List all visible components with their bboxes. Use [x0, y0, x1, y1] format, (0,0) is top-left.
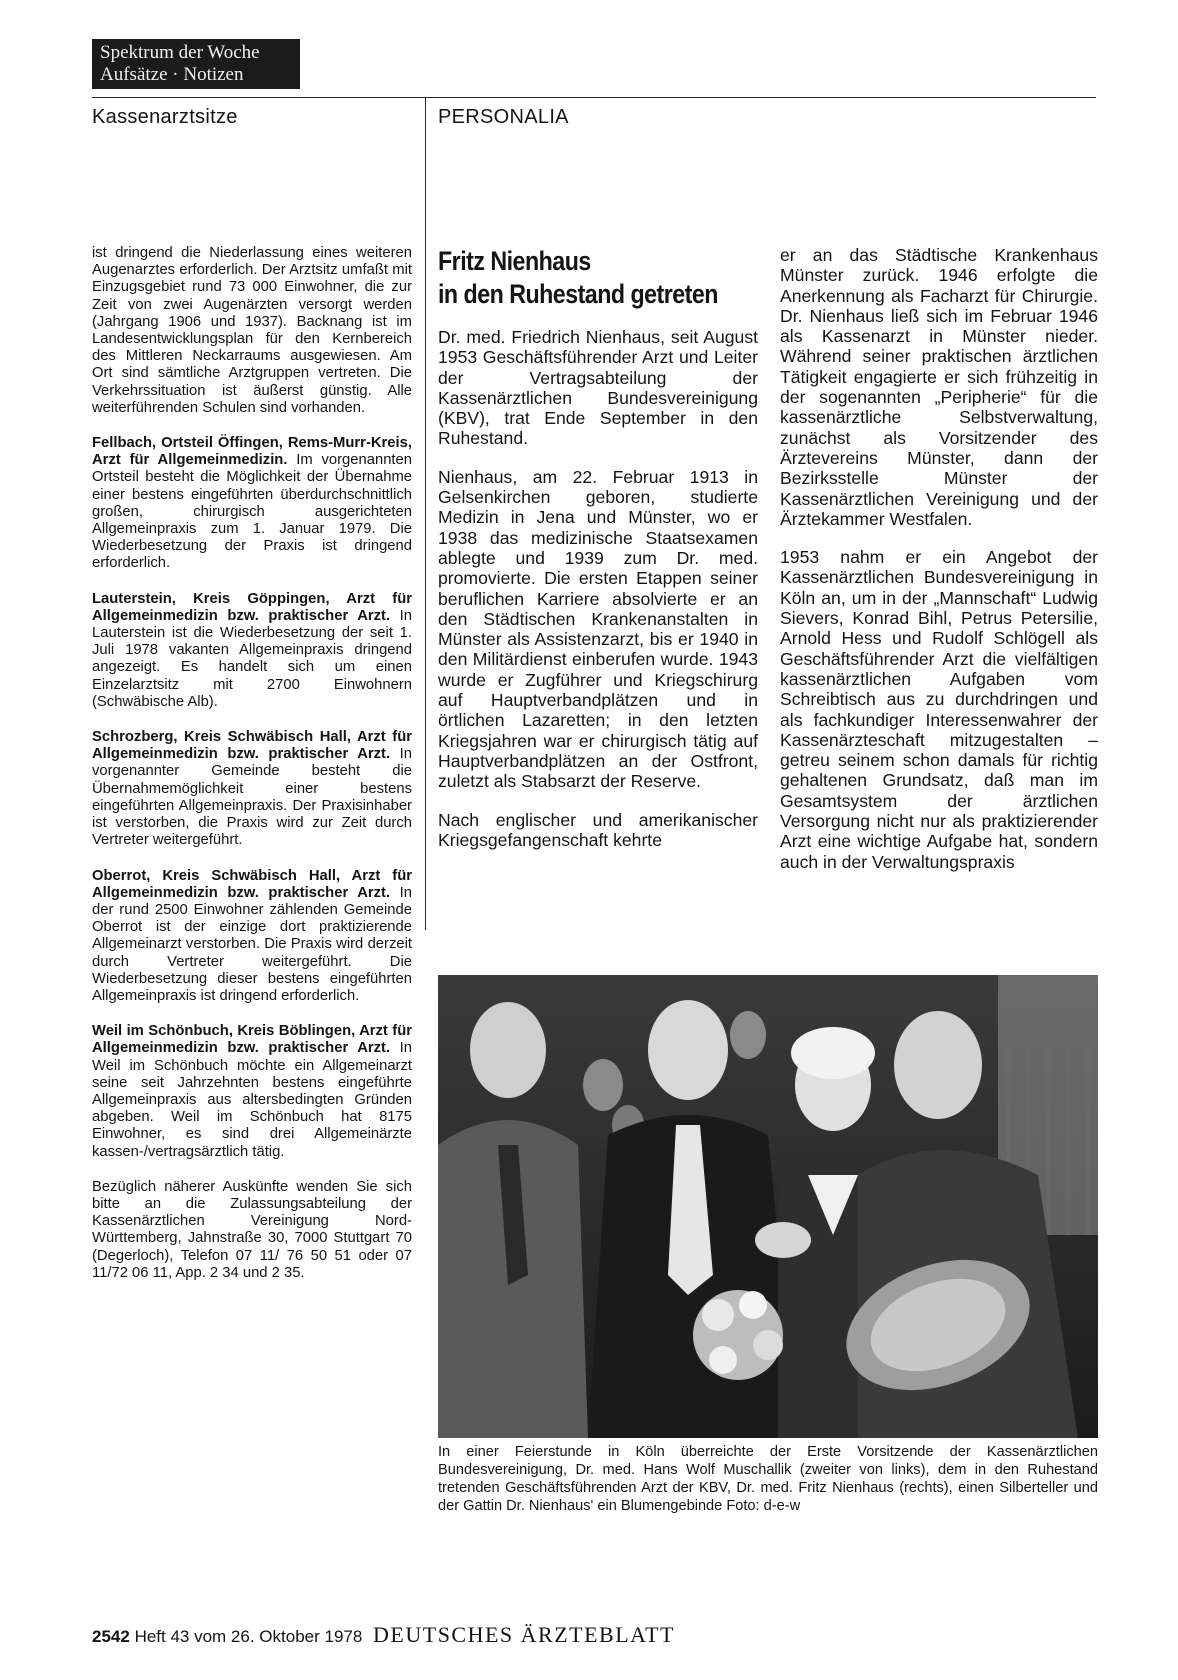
page-footer	[92, 1622, 675, 1648]
article-paragraph-5: 1953 nahm er ein Angebot der Kassenärztlichen Bundesvereinigung in Köln an, um in der „Mannschaft“ Ludwig Sievers, Konrad Bihl, Petrus Petersilie, Arnold Hess und Rudolf Schlögell als Geschäftsführender Arzt die vielfältigen kassenärztlichen Aufgaben vom Schreibtisch aus zu durchdringen und als fachkundiger Interessenwahrer der Kassenärzteschaft mitzugestalten – getreu seinem schon damals für richtig gehaltenen Grundsatz, daß man im Gesamtsystem der ärztlichen Versorgung nicht nur als praktizierender Arzt eine wichtige Aufgabe hat, sondern auch in der Verwaltungspraxis	[780, 547, 1098, 872]
column-divider	[425, 98, 426, 930]
article-paragraph-3: Nach englischer und amerikanischer Kriegsgefangenschaft kehrte	[438, 809, 758, 850]
section-title-left: Kassenarztsitze	[92, 106, 238, 128]
article-paragraph-2: Nienhaus, am 22. Februar 1913 in Gelsenkirchen geboren, studierte Medizin in Jena und Münster, wo er 1938 das medizinische Staatsexamen ablegte und 1939 zum Dr. med. promovierte. Die ersten Etappen seiner beruflichen Karriere absolvierte er an den Städtischen Krankenanstalten in Münster als Assistenzarzt, bis er 1940 in den Militärdienst einberufen wurde. 1943 wurde er Zugführer und Kriegschirurg auf Hauptverbandplätzen und in örtlichen Lazaretten; in den letzten Kriegsjahren war er chirurgisch tätig auf Hauptverbandplätzen an der Ostfront, zuletzt als Stabsarzt der Reserve.	[438, 466, 758, 792]
listing-heading: Lauterstein, Kreis Göppingen, Arzt für Allgemeinmedizin bzw. praktischer Arzt.	[92, 590, 412, 624]
listing-oberrot	[92, 868, 412, 1006]
ceremony-photo	[438, 975, 1098, 1438]
badge-line-1: Spektrum der Woche	[100, 42, 260, 63]
article-paragraph-4: er an das Städtische Krankenhaus Münster zurück. 1946 erfolgte die Anerkennung als Facharzt für Chirurgie. Dr. Nienhaus ließ sich im Februar 1946 als Kassenarzt in Münster nieder. Während seiner praktischen ärztlichen Tätigkeit engagierte er sich frühzeitig in der sogenannten „Peripherie“ für die kassenärztliche Selbstverwaltung, zunächst als Vorsitzender des Ärztevereins Münster, dann der Bezirksstelle Münster der Kassenärztlichen Vereinigung und der Ärztekammer Westfalen.	[780, 245, 1098, 529]
listing-lauterstein	[92, 591, 412, 711]
listing-heading: Oberrot, Kreis Schwäbisch Hall, Arzt für Allgemeinmedizin bzw. praktischer Arzt.	[92, 867, 412, 901]
photo-illustration	[438, 975, 1098, 1438]
listing-weil	[92, 1023, 412, 1161]
headline-line-2: in den Ruhestand getreten	[438, 279, 718, 309]
listing-text: In Lauterstein ist die Wiederbesetzung der seit 1. Juli 1978 vakanten Allgemeinpraxis dringend angezeigt. Es handelt sich um einen Einzelarztsitz mit 2700 Einwohnern (Schwäbische Alb).	[92, 607, 413, 710]
listing-fellbach	[92, 435, 412, 573]
listing-text: In vorgenannter Gemeinde besteht die Übernahmemöglichkeit einer bestens eingeführten Allgemeinpraxis. Der Praxisinhaber ist verstorben, die Praxis wird zur Zeit durch Vertreter weitergeführt.	[92, 746, 413, 849]
page-number: 2542	[92, 1627, 130, 1646]
headline-line-1: Fritz Nienhaus	[438, 246, 591, 276]
article-column-right	[780, 245, 1098, 890]
top-rule	[92, 97, 1096, 98]
left-paragraph-closing: Bezüglich näherer Auskünfte wenden Sie sich bitte an die Zulassungsabteilung der Kassenärztlichen Vereinigung Nord-Württemberg, Jahnstraße 30, 7000 Stuttgart 70 (Degerloch), Telefon 07 11/ 76 50 51 oder 07 11/72 06 11, App. 2 34 und 2 35.	[92, 1178, 412, 1281]
listing-text: In der rund 2500 Einwohner zählenden Gemeinde Oberrot ist der einzige dort praktizierende Allgemeinarzt verstorben. Die Praxis wird derzeit durch Vertreter weitergeführt. Die Wiederbesetzung dieser bestens eingeführten Allgemeinpraxis ist dringend erforderlich.	[92, 884, 413, 1004]
section-badge	[92, 39, 300, 89]
listing-heading: Fellbach, Ortsteil Öffingen, Rems-Murr-Kreis, Arzt für Allgemeinmedizin.	[92, 435, 412, 469]
badge-line-2: Aufsätze · Notizen	[100, 64, 244, 85]
magazine-title: DEUTSCHES ÄRZTEBLATT	[373, 1622, 675, 1647]
issue-info: Heft 43 vom 26. Oktober 1978	[134, 1627, 363, 1646]
listing-text: Im vorgenannten Ortsteil besteht die Möglichkeit der Übernahme einer bestens eingeführten überdurchschnittlich großen, chirurgisch ausgerichteten Allgemeinpraxis zum 1. Januar 1979. Die Wiederbesetzung der Praxis ist dringend erforderlich.	[92, 452, 412, 572]
photo-caption: In einer Feierstunde in Köln überreichte der Erste Vorsitzende der Kassenärztlichen Bundesvereinigung, Dr. med. Hans Wolf Muschallik (zweiter von links), dem in den Ruhestand tretenden Geschäftsführenden Arzt der KBV, Dr. med. Fritz Nienhaus (rechts), einen Silberteller und der Gattin Dr. Nienhaus' ein Blumengebinde Foto: d-e-w	[438, 1444, 1098, 1514]
listing-heading: Schrozberg, Kreis Schwäbisch Hall, Arzt für Allgemeinmedizin bzw. praktischer Arzt.	[92, 729, 412, 763]
left-paragraph-intro: ist dringend die Niederlassung eines weiteren Augenarztes erforderlich. Der Arztsitz umfaßt mit Einzugsgebiet rund 73 000 Einwohner, die zur Zeit von zwei Augenärzten versorgt werden (Jahrgang 1906 und 1937). Backnang ist im Landesentwicklungsplan für den Kernbereich des Mittleren Neckarraums ausgewiesen. Am Ort sind sämtliche Arztgruppen vertreten. Die Verkehrssituation ist äußerst günstig. Alle weiterführenden Schulen sind vorhanden.	[92, 245, 412, 416]
listing-schrozberg	[92, 729, 412, 849]
article-column-middle	[438, 245, 758, 868]
listing-text: In Weil im Schönbuch möchte ein Allgemeinarzt seine seit Jahrzehnten bestens eingeführte Allgemeinpraxis aus altersbedingten Gründen abgeben. Weil im Schönbuch hat 8175 Einwohner, es sind drei Allgemeinärzte kassen-/vertragsärztlich tätig.	[92, 1040, 413, 1160]
article-paragraph-1: Dr. med. Friedrich Nienhaus, seit August 1953 Geschäftsführender Arzt und Leiter der Vertragsabteilung der Kassenärztlichen Bundesvereinigung (KBV), trat Ende September in den Ruhestand.	[438, 327, 758, 449]
left-column	[92, 245, 412, 1300]
listing-heading: Weil im Schönbuch, Kreis Böblingen, Arzt für Allgemeinmedizin bzw. praktischer Arzt.	[92, 1023, 412, 1057]
article-headline	[438, 245, 756, 311]
section-title-right: PERSONALIA	[438, 106, 569, 128]
